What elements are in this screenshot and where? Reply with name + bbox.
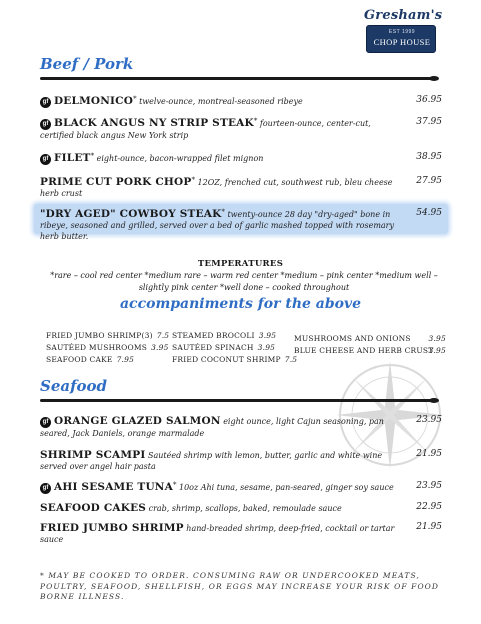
item-name: DELMONICO bbox=[54, 95, 134, 107]
item-description: eight-ounce, bacon-wrapped filet mignon bbox=[94, 154, 264, 163]
section-title-beef-pork: Beef / Pork bbox=[40, 55, 134, 73]
accompaniments-column-2 bbox=[172, 330, 297, 366]
side-price: 3.95 bbox=[428, 334, 446, 343]
item-name: BLACK ANGUS NY STRIP STEAK bbox=[54, 117, 254, 129]
side-name: FRIED JUMBO SHRIMP(3) bbox=[46, 331, 153, 340]
item-price: 21.95 bbox=[416, 449, 442, 459]
section-title-seafood: Seafood bbox=[40, 377, 108, 395]
list-item bbox=[172, 354, 297, 366]
gluten-free-icon: gf bbox=[40, 154, 51, 165]
side-price: 3.95 bbox=[257, 343, 276, 352]
item-price: 23.95 bbox=[416, 481, 442, 491]
item-name: PRIME CUT PORK CHOP bbox=[40, 176, 192, 188]
gluten-free-icon: gf bbox=[40, 417, 51, 428]
temperatures-text: *rare – cool red center *medium rare – warm red center *medium – pink center *medium well – slightly pink center *well done – cooked throughout bbox=[50, 271, 438, 292]
side-price: 7.5 bbox=[156, 331, 170, 340]
side-name: FRIED COCONUT SHRIMP bbox=[172, 355, 281, 364]
item-description: Sautéed shrimp with lemon, butter, garlic and white wine served over angel hair pasta bbox=[40, 451, 383, 471]
gluten-free-icon: gf bbox=[40, 483, 51, 494]
list-item bbox=[46, 330, 169, 342]
temperatures-title: TEMPERATURES bbox=[197, 259, 284, 269]
item-mark: * bbox=[191, 176, 195, 184]
accompaniments-title: accompaniments for the above bbox=[119, 296, 362, 312]
item-name: AHI SESAME TUNA bbox=[54, 481, 173, 493]
menu-item-ahi-tuna bbox=[40, 480, 442, 494]
menu-item-shrimp-scampi bbox=[40, 448, 442, 472]
logo-badge bbox=[366, 25, 436, 53]
gluten-free-icon: gf bbox=[40, 97, 51, 108]
section-divider bbox=[40, 77, 435, 80]
item-name: FRIED JUMBO SHRIMP bbox=[40, 522, 184, 534]
list-item bbox=[46, 354, 169, 366]
section-divider bbox=[40, 399, 435, 402]
side-price: 7.95 bbox=[116, 355, 135, 364]
food-safety-disclaimer: * MAY BE COOKED TO ORDER. CONSUMING RAW OR UNDERCOOKED MEATS, POULTRY, SEAFOOD, SHELLFISH, OR EGGS MAY INCREASE YOUR RISK OF FOOD BORNE ILLNESS. bbox=[40, 571, 440, 601]
item-mark: * bbox=[90, 152, 95, 160]
side-name: SAUTÉED SPINACH bbox=[172, 343, 254, 352]
item-price: 22.95 bbox=[416, 502, 442, 512]
list-item bbox=[46, 342, 169, 354]
item-name: "DRY AGED" COWBOY STEAK bbox=[40, 208, 222, 220]
menu-item-seafood-cakes bbox=[40, 501, 442, 514]
accompaniments-column-3 bbox=[294, 333, 446, 357]
menu-item-cowboy-steak bbox=[40, 207, 442, 242]
logo-name: CHOP HOUSE bbox=[373, 37, 431, 47]
item-price: 38.95 bbox=[416, 152, 442, 162]
menu-item-fried-jumbo-shrimp bbox=[40, 521, 442, 545]
menu-item-delmonico bbox=[40, 94, 442, 108]
item-mark: * bbox=[133, 95, 137, 103]
item-name: ORANGE GLAZED SALMON bbox=[54, 415, 221, 427]
item-price: 54.95 bbox=[416, 208, 442, 218]
side-name: SEAFOOD CAKE bbox=[46, 355, 113, 364]
list-item bbox=[294, 333, 446, 345]
side-name: SAUTÉED MUSHROOMS bbox=[46, 343, 148, 352]
item-price: 23.95 bbox=[416, 415, 442, 425]
item-price: 36.95 bbox=[416, 95, 442, 105]
item-name: SEAFOOD CAKES bbox=[40, 502, 147, 514]
side-price: 3.95 bbox=[428, 346, 446, 355]
restaurant-logo bbox=[364, 8, 443, 54]
item-description: 12OZ, frenched cut, southwest rub, bleu cheese herb crust bbox=[40, 178, 393, 198]
menu-item-pork-chop bbox=[40, 175, 442, 199]
side-name: MUSHROOMS AND ONIONS bbox=[294, 334, 411, 343]
item-description: 10oz Ahi tuna, sesame, pan-seared, ginger soy sauce bbox=[176, 483, 394, 492]
side-price: 3.95 bbox=[151, 343, 169, 352]
item-description: fourteen-ounce, center-cut, certified black angus New York strip bbox=[40, 119, 371, 140]
item-price: 37.95 bbox=[416, 117, 442, 127]
item-description: twenty-ounce 28 day "dry-aged" bone in ribeye, seasoned and grilled, served over a bed of garlic mashed topped with rosemary herb butter. bbox=[40, 210, 395, 241]
logo-script: Gresham's bbox=[364, 8, 443, 23]
logo-est: EST 1999 bbox=[388, 29, 416, 35]
list-item bbox=[172, 330, 297, 342]
item-description: crab, shrimp, scallops, baked, remoulade sauce bbox=[146, 504, 342, 513]
gluten-free-icon: gf bbox=[40, 119, 51, 130]
accompaniments-column-1 bbox=[46, 330, 169, 366]
item-description: eight ounce, light Cajun seasoning, pan seared, Jack Daniels, orange marmalade bbox=[40, 417, 384, 438]
side-name: BLUE CHEESE AND HERB CRUST bbox=[294, 346, 434, 355]
menu-item-filet bbox=[40, 151, 442, 165]
item-price: 27.95 bbox=[416, 176, 442, 186]
side-price: 7.5 bbox=[284, 355, 298, 364]
list-item bbox=[172, 342, 297, 354]
item-mark: * bbox=[221, 208, 225, 216]
item-price: 21.95 bbox=[416, 522, 442, 532]
item-mark: * bbox=[253, 117, 258, 125]
item-mark: * bbox=[172, 481, 177, 489]
side-price: 3.95 bbox=[258, 331, 277, 340]
side-name: STEAMED BROCOLI bbox=[172, 331, 255, 340]
item-name: FILET bbox=[54, 152, 91, 164]
item-name: SHRIMP SCAMPI bbox=[40, 449, 146, 461]
menu-item-salmon bbox=[40, 414, 442, 439]
item-description: hand-breaded shrimp, deep-fried, cocktail or tartar sauce bbox=[40, 524, 395, 544]
menu-item-ny-strip bbox=[40, 116, 442, 141]
item-description: twelve-ounce, montreal-seasoned ribeye bbox=[136, 97, 303, 106]
